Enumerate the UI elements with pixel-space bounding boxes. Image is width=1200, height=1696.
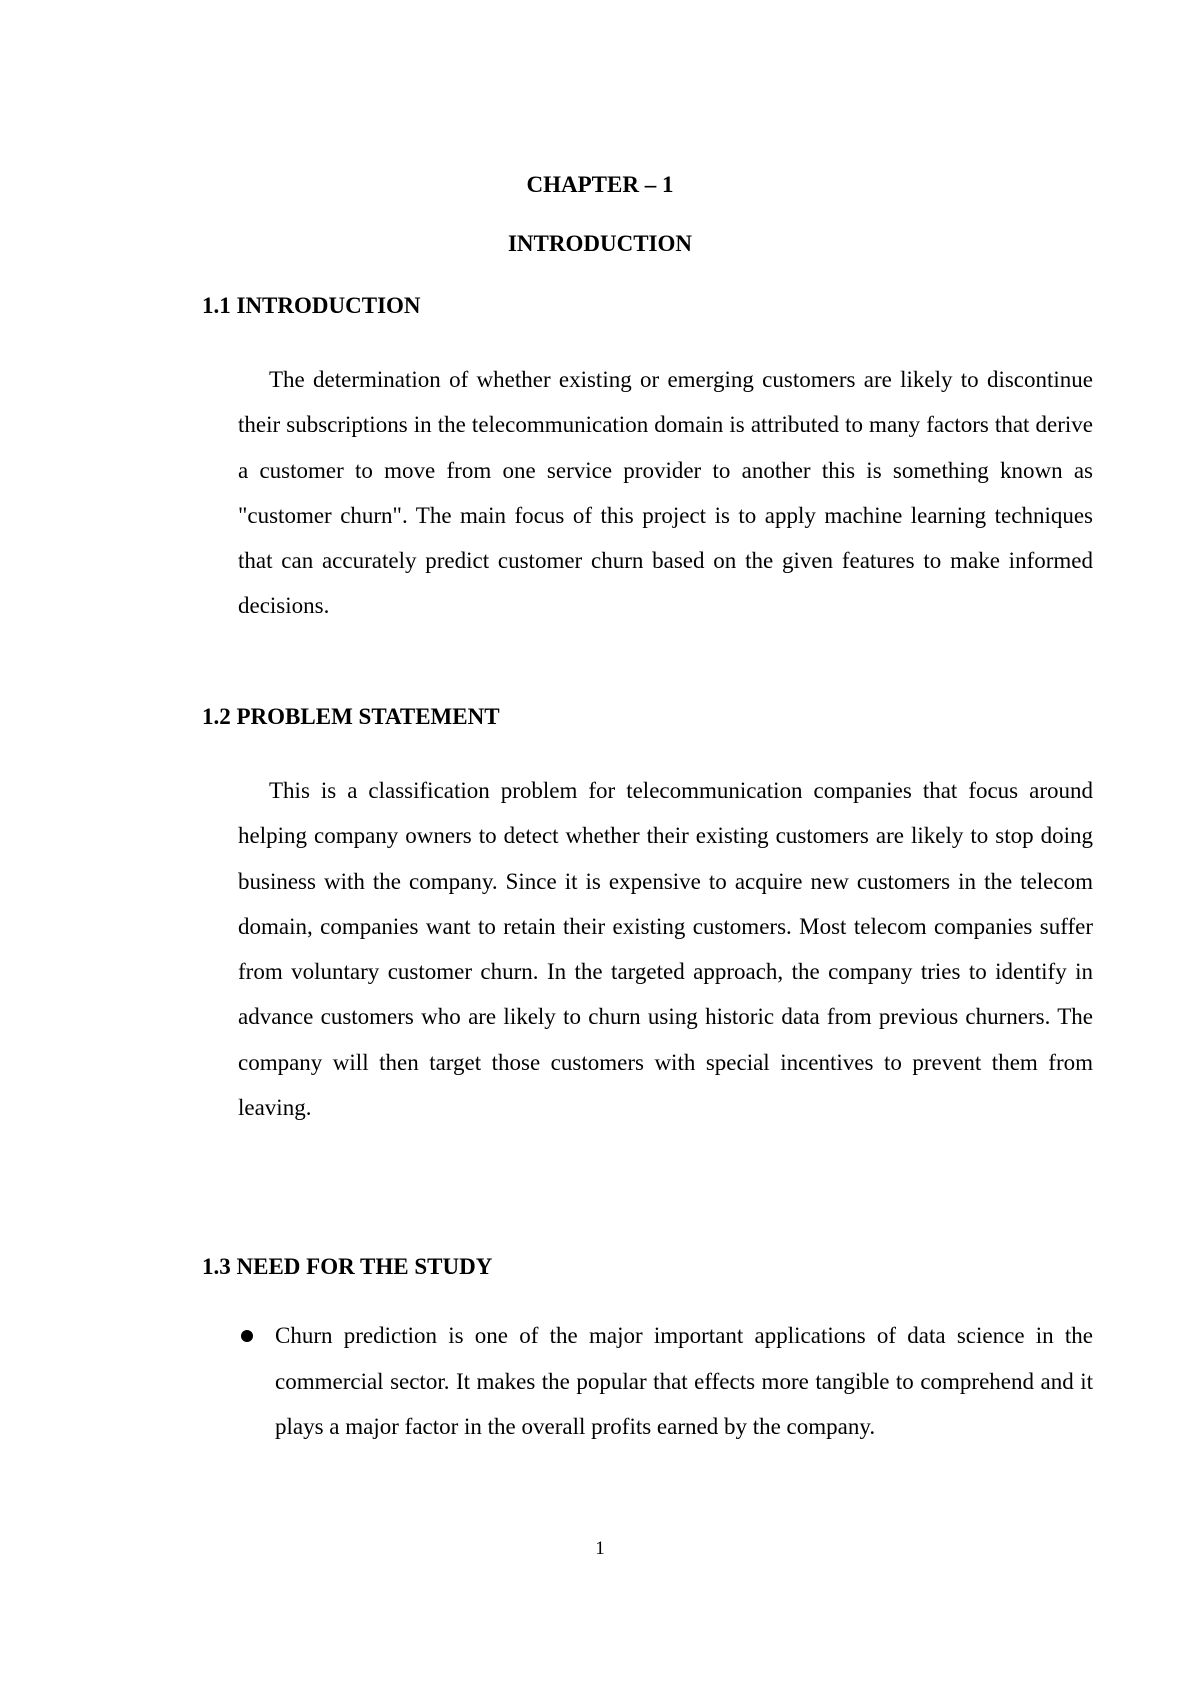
need-for-study-list	[238, 1313, 1093, 1450]
chapter-title: INTRODUCTION	[507, 231, 693, 256]
page-number: 1	[595, 1538, 605, 1559]
list-item	[238, 1313, 1093, 1450]
list-item-text: Churn prediction is one of the major important applications of data science in the commercial sector. It makes the popular that effects more tangible to comprehend and it plays a major factor in the overall profits earned by the company.	[275, 1323, 1093, 1440]
bullet-icon	[241, 1330, 253, 1342]
section-heading-introduction: 1.1 INTRODUCTION	[202, 293, 421, 318]
section-heading-problem-statement: 1.2 PROBLEM STATEMENT	[202, 704, 500, 729]
section-heading-need-for-study: 1.3 NEED FOR THE STUDY	[202, 1254, 493, 1279]
problem-statement-paragraph: This is a classification problem for telecommunication companies that focus around helping company owners to detect whether their existing customers are likely to stop doing business with the company. Since it is expensive to acquire new customers in the telecom domain, companies want to retain their existing customers. Most telecom companies suffer from voluntary customer churn. In the targeted approach, the company tries to identify in advance customers who are likely to churn using historic data from previous churners. The company will then target those customers with special incentives to prevent them from leaving.	[238, 778, 1093, 1121]
chapter-label: CHAPTER – 1	[526, 172, 674, 197]
introduction-paragraph: The determination of whether existing or emerging customers are likely to discontinue their subscriptions in the telecommunication domain is attributed to many factors that derive a customer to move from one service provider to another this is something known as "customer churn". The main focus of this project is to apply machine learning techniques that can accurately predict customer churn based on the given features to make informed decisions.	[238, 367, 1093, 619]
